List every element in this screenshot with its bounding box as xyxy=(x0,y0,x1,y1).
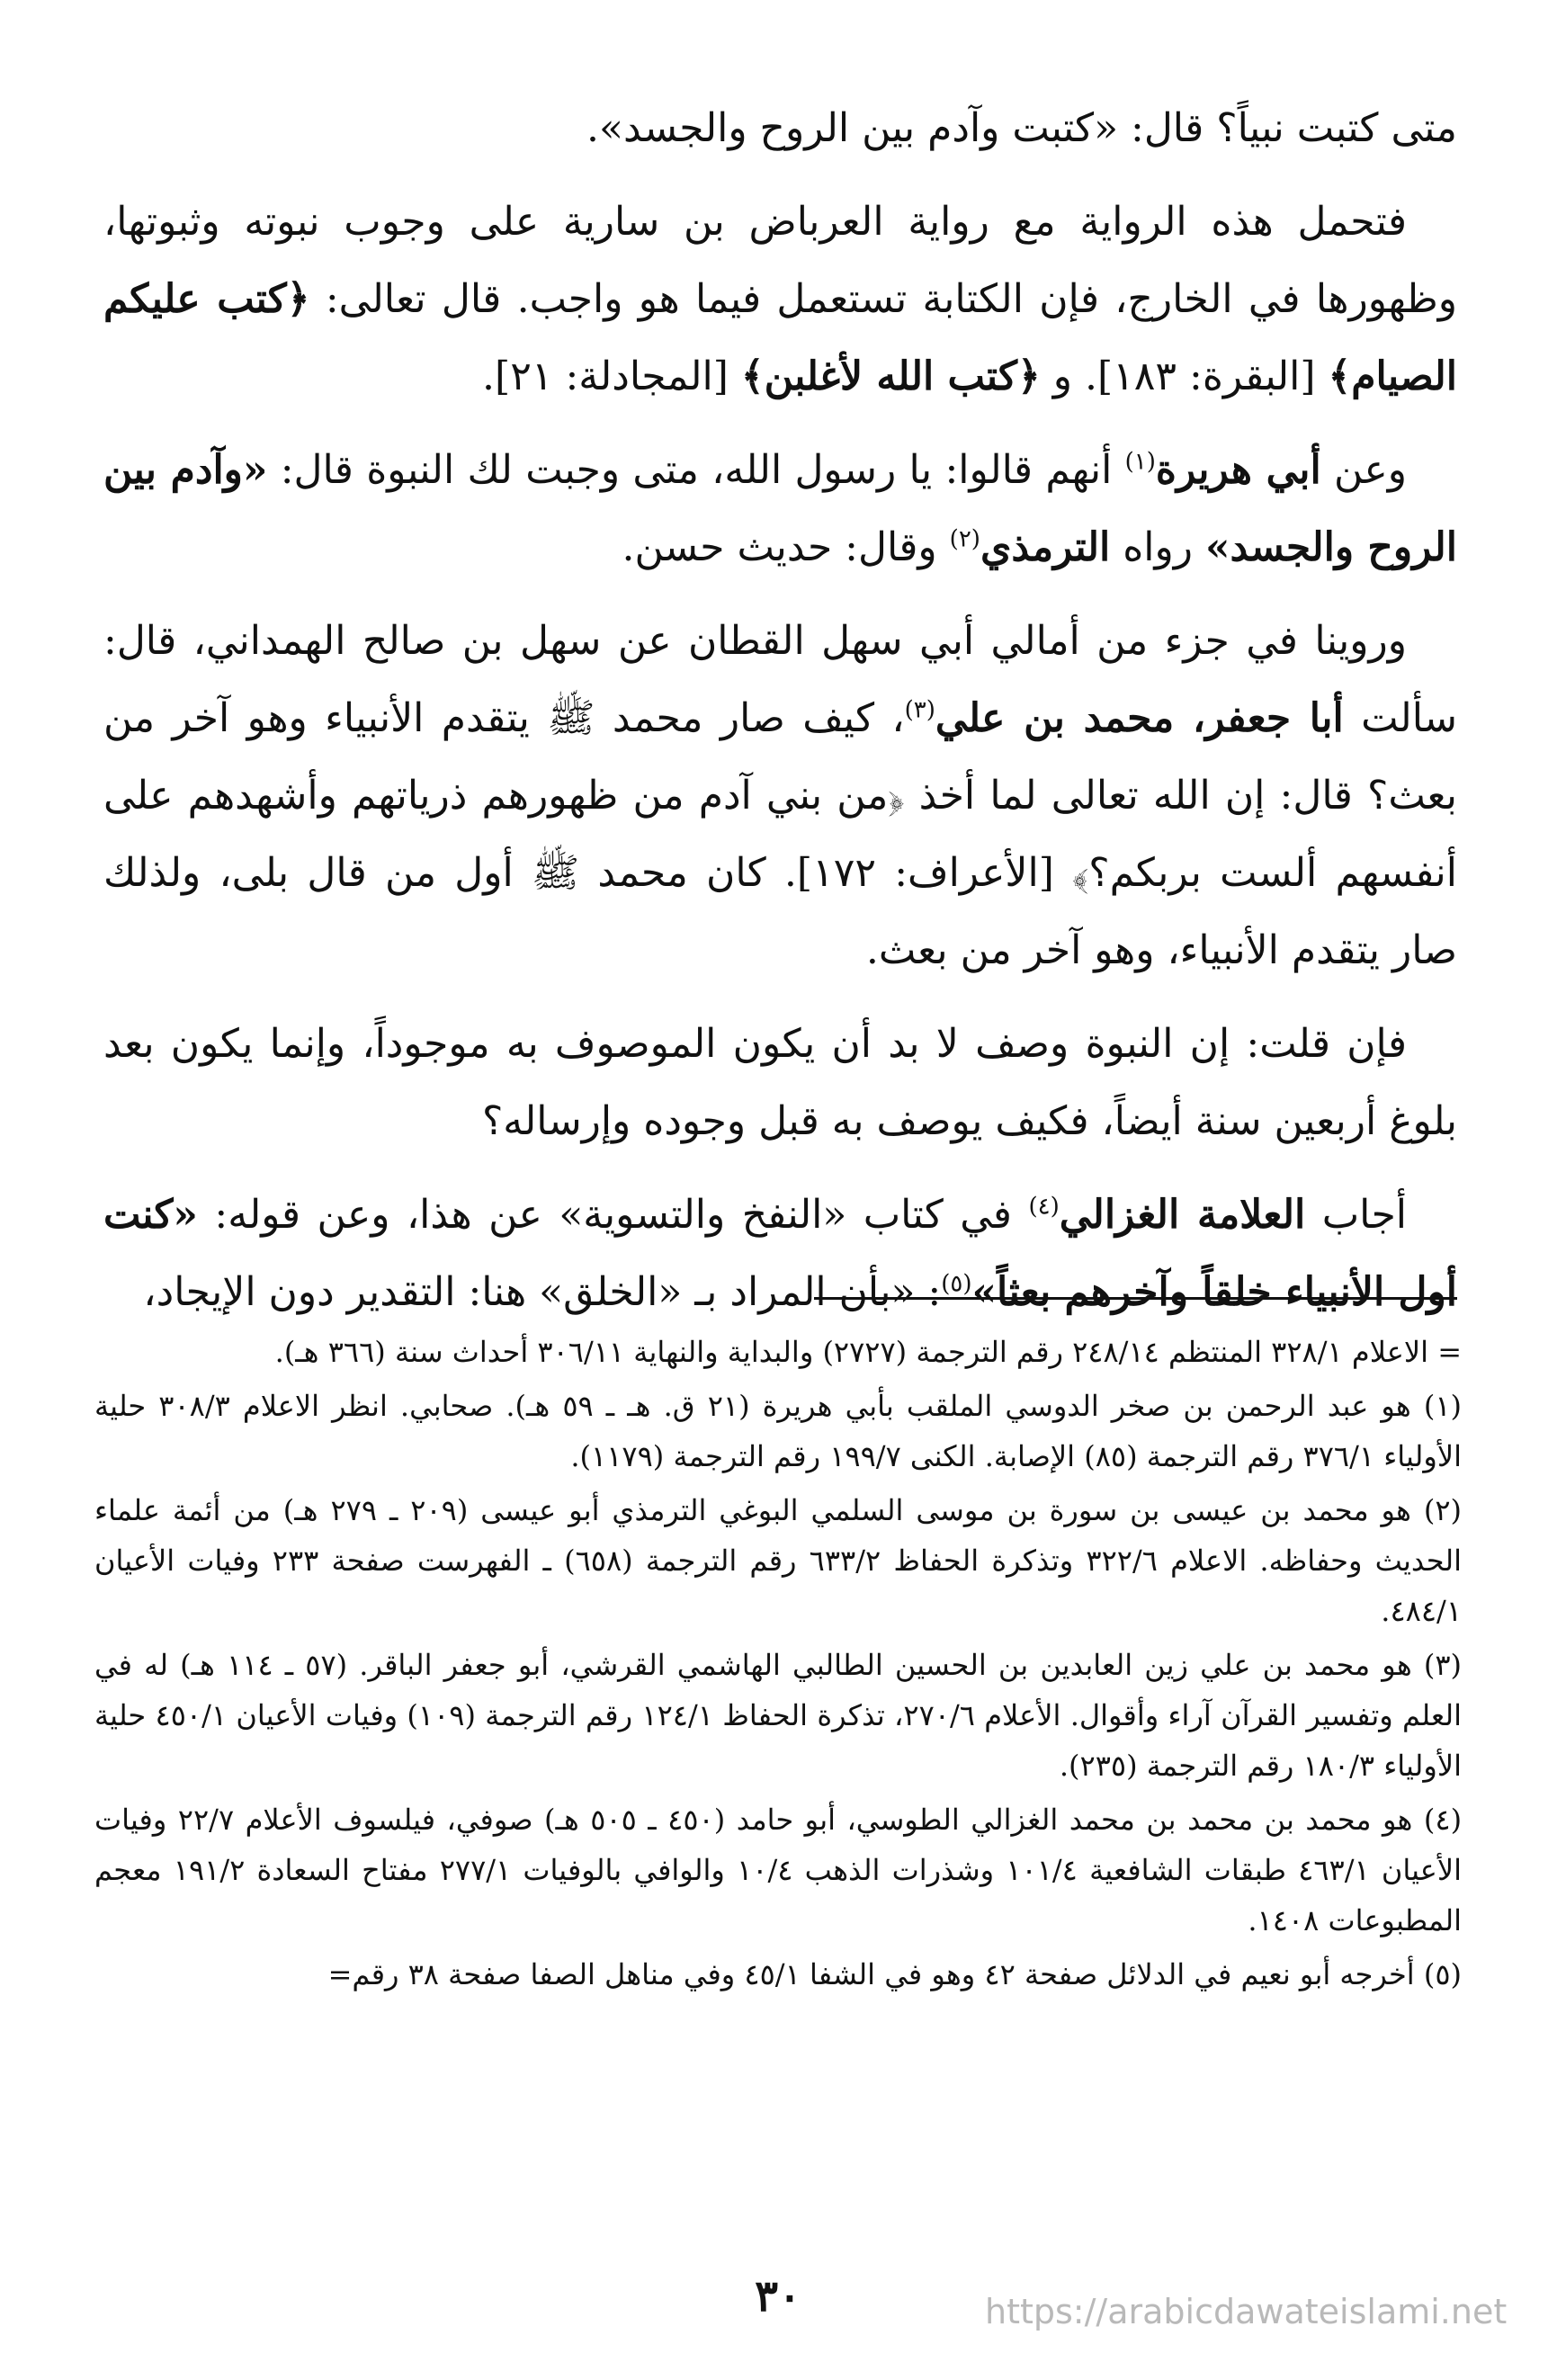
text-span: ، كيف صار محمد ﷺ يتقدم الأنبياء وهو آخر من بعث؟ قال: إن الله تعالى لما أخذ ﴿من بني آدم من ظهورهم ذرياتهم وأشهدهم على أنفسهم ألست بربكم؟﴾ [الأعراف: ١٧٢]. كان محمد ﷺ أول من قال بلى، ولذلك صار يتقدم الأنبياء، وهو آخر من بعث. xyxy=(103,695,1457,973)
footnotes xyxy=(94,1327,1462,2003)
quran-quote: ﴿كتب عليكم الصيام﴾ xyxy=(103,276,1457,399)
hadith-quote: «كنت أول الأنبياء خلقاً وآخرهم بعثاً» xyxy=(103,1192,1457,1315)
text-span: وعن xyxy=(1320,447,1407,493)
hadith-quote: «وآدم بين الروح والجسد» xyxy=(103,447,1457,570)
footnote-5: (٥) أخرجه أبو نعيم في الدلائل صفحة ٤٢ وهو في الشفا ٤٥/١ وفي مناهل الصفا صفحة ٣٨ رقم= xyxy=(327,1957,1462,1991)
text-span: فتحمل هذه الرواية مع رواية العرباض بن سارية على وجوب نبوته وثبوتها، وظهورها في الخارج، فإن الكتابة تستعمل فيما هو واجب. قال تعالى: xyxy=(103,199,1458,322)
text-span: في كتاب «النفخ والتسوية» عن هذا، وعن قوله: xyxy=(197,1192,1029,1238)
text-span: : «بأن المراد بـ «الخلق» هنا: التقدير دون الإيجاد، xyxy=(143,1269,942,1315)
narrator-name: أبا جعفر، محمد بن علي xyxy=(935,695,1344,741)
text-span: [المجادلة: ٢١]. xyxy=(482,353,741,399)
paragraph-2 xyxy=(103,183,1457,416)
text-span: وروينا في جزء من أمالي أبي سهل القطان عن سهل بن صالح الهمداني، قال: سألت xyxy=(103,618,1457,741)
paragraph-6 xyxy=(103,1177,1457,1331)
text-span: أنهم قالوا: يا رسول الله، متى وجبت لك النبوة قال: xyxy=(267,447,1125,493)
watermark: https://arabicdawateislami.net xyxy=(985,2292,1508,2331)
footnote-ref[interactable]: (١) xyxy=(1124,448,1156,476)
footnote-separator xyxy=(814,1297,1457,1300)
text-span: رواه xyxy=(1110,524,1205,570)
narrator-name: أبي هريرة xyxy=(1155,447,1321,493)
text-span: وقال: حديث حسن. xyxy=(622,524,950,570)
scholar-name: العلامة الغزالي xyxy=(1059,1192,1306,1238)
text-span: أجاب xyxy=(1305,1192,1407,1238)
main-text xyxy=(103,90,1457,1347)
text-span: [البقرة: ١٨٣]. و xyxy=(1040,353,1329,399)
footnote-ref[interactable]: (٥) xyxy=(941,1270,972,1298)
text-span: فإن قلت: إن النبوة وصف لا بد أن يكون الموصوف به موجوداً، وإنما يكون بعد بلوغ أربعين سنة أيضاً، فكيف يوصف به قبل وجوده وإرساله؟ xyxy=(103,1021,1457,1144)
paragraph-1 xyxy=(103,90,1457,167)
paragraph-5 xyxy=(103,1006,1457,1160)
quran-quote: ﴿كتب الله لأغلبن﴾ xyxy=(740,353,1041,399)
narrator-name: الترمذي xyxy=(980,524,1111,570)
footnote-4: (٤) هو محمد بن محمد بن محمد الغزالي الطوسي، أبو حامد (٤٥٠ ـ ٥٠٥ هـ) صوفي، فيلسوف الأعلام ٢٢/٧ وفيات الأعيان ٤٦٣/١ طبقات الشافعية ١٠١/٤ وشذرات الذهب ١٠/٤ والوافي بالوفيات ٢٧٧/١ مفتاح السعادة ١٩١/٢ معجم المطبوعات ١٤٠٨. xyxy=(94,1803,1463,1937)
footnote-ref[interactable]: (٤) xyxy=(1028,1193,1060,1221)
footnote-1: (١) هو عبد الرحمن بن صخر الدوسي الملقب بأبي هريرة (٢١ ق. هـ ـ ٥٩ هـ). صحابي. انظر الاعلام ٣٠٨/٣ حلية الأولياء ٣٧٦/١ رقم الترجمة (٨٥) الإصابة. الكنى ١٩٩/٧ رقم الترجمة (١١٧٩). xyxy=(94,1389,1463,1473)
paragraph-1-text: متى كتبت نبياً؟ قال: «كتبت وآدم بين الروح والجسد». xyxy=(586,105,1457,151)
page-number: ٣٠ xyxy=(755,2271,801,2322)
paragraph-3 xyxy=(103,432,1457,586)
footnote-ref[interactable]: (٢) xyxy=(949,525,980,553)
footnote-3: (٣) هو محمد بن علي زين العابدين بن الحسين الطالبي الهاشمي القرشي، أبو جعفر الباقر. (٥٧ ـ ١١٤ هـ) له في العلم وتفسير القرآن آراء وأقوال. الأعلام ٢٧٠/٦، تذكرة الحفاظ ١٢٤/١ رقم الترجمة (١٠٩) وفيات الأعيان ٤٥٠/١ حلية الأولياء ١٨٠/٣ رقم الترجمة (٢٣٥). xyxy=(94,1648,1463,1783)
footnote-2: (٢) هو محمد بن عيسى بن سورة بن موسى السلمي البوغي الترمذي أبو عيسى (٢٠٩ ـ ٢٧٩ هـ) من أئمة علماء الحديث وحفاظه. الاعلام ٣٢٢/٦ وتذكرة الحفاظ ٦٣٣/٢ رقم الترجمة (٦٥٨) ـ الفهرست صفحة ٢٣٣ وفيات الأعيان ٤٨٤/١. xyxy=(94,1493,1463,1628)
footnote-continued: = الاعلام ٣٢٨/١ المنتظم ٢٤٨/١٤ رقم الترجمة (٢٧٢٧) والبداية والنهاية ٣٠٦/١١ أحداث سنة (٣٦٦ هـ). xyxy=(274,1335,1462,1369)
paragraph-4 xyxy=(103,603,1457,989)
footnote-ref[interactable]: (٣) xyxy=(904,696,935,724)
